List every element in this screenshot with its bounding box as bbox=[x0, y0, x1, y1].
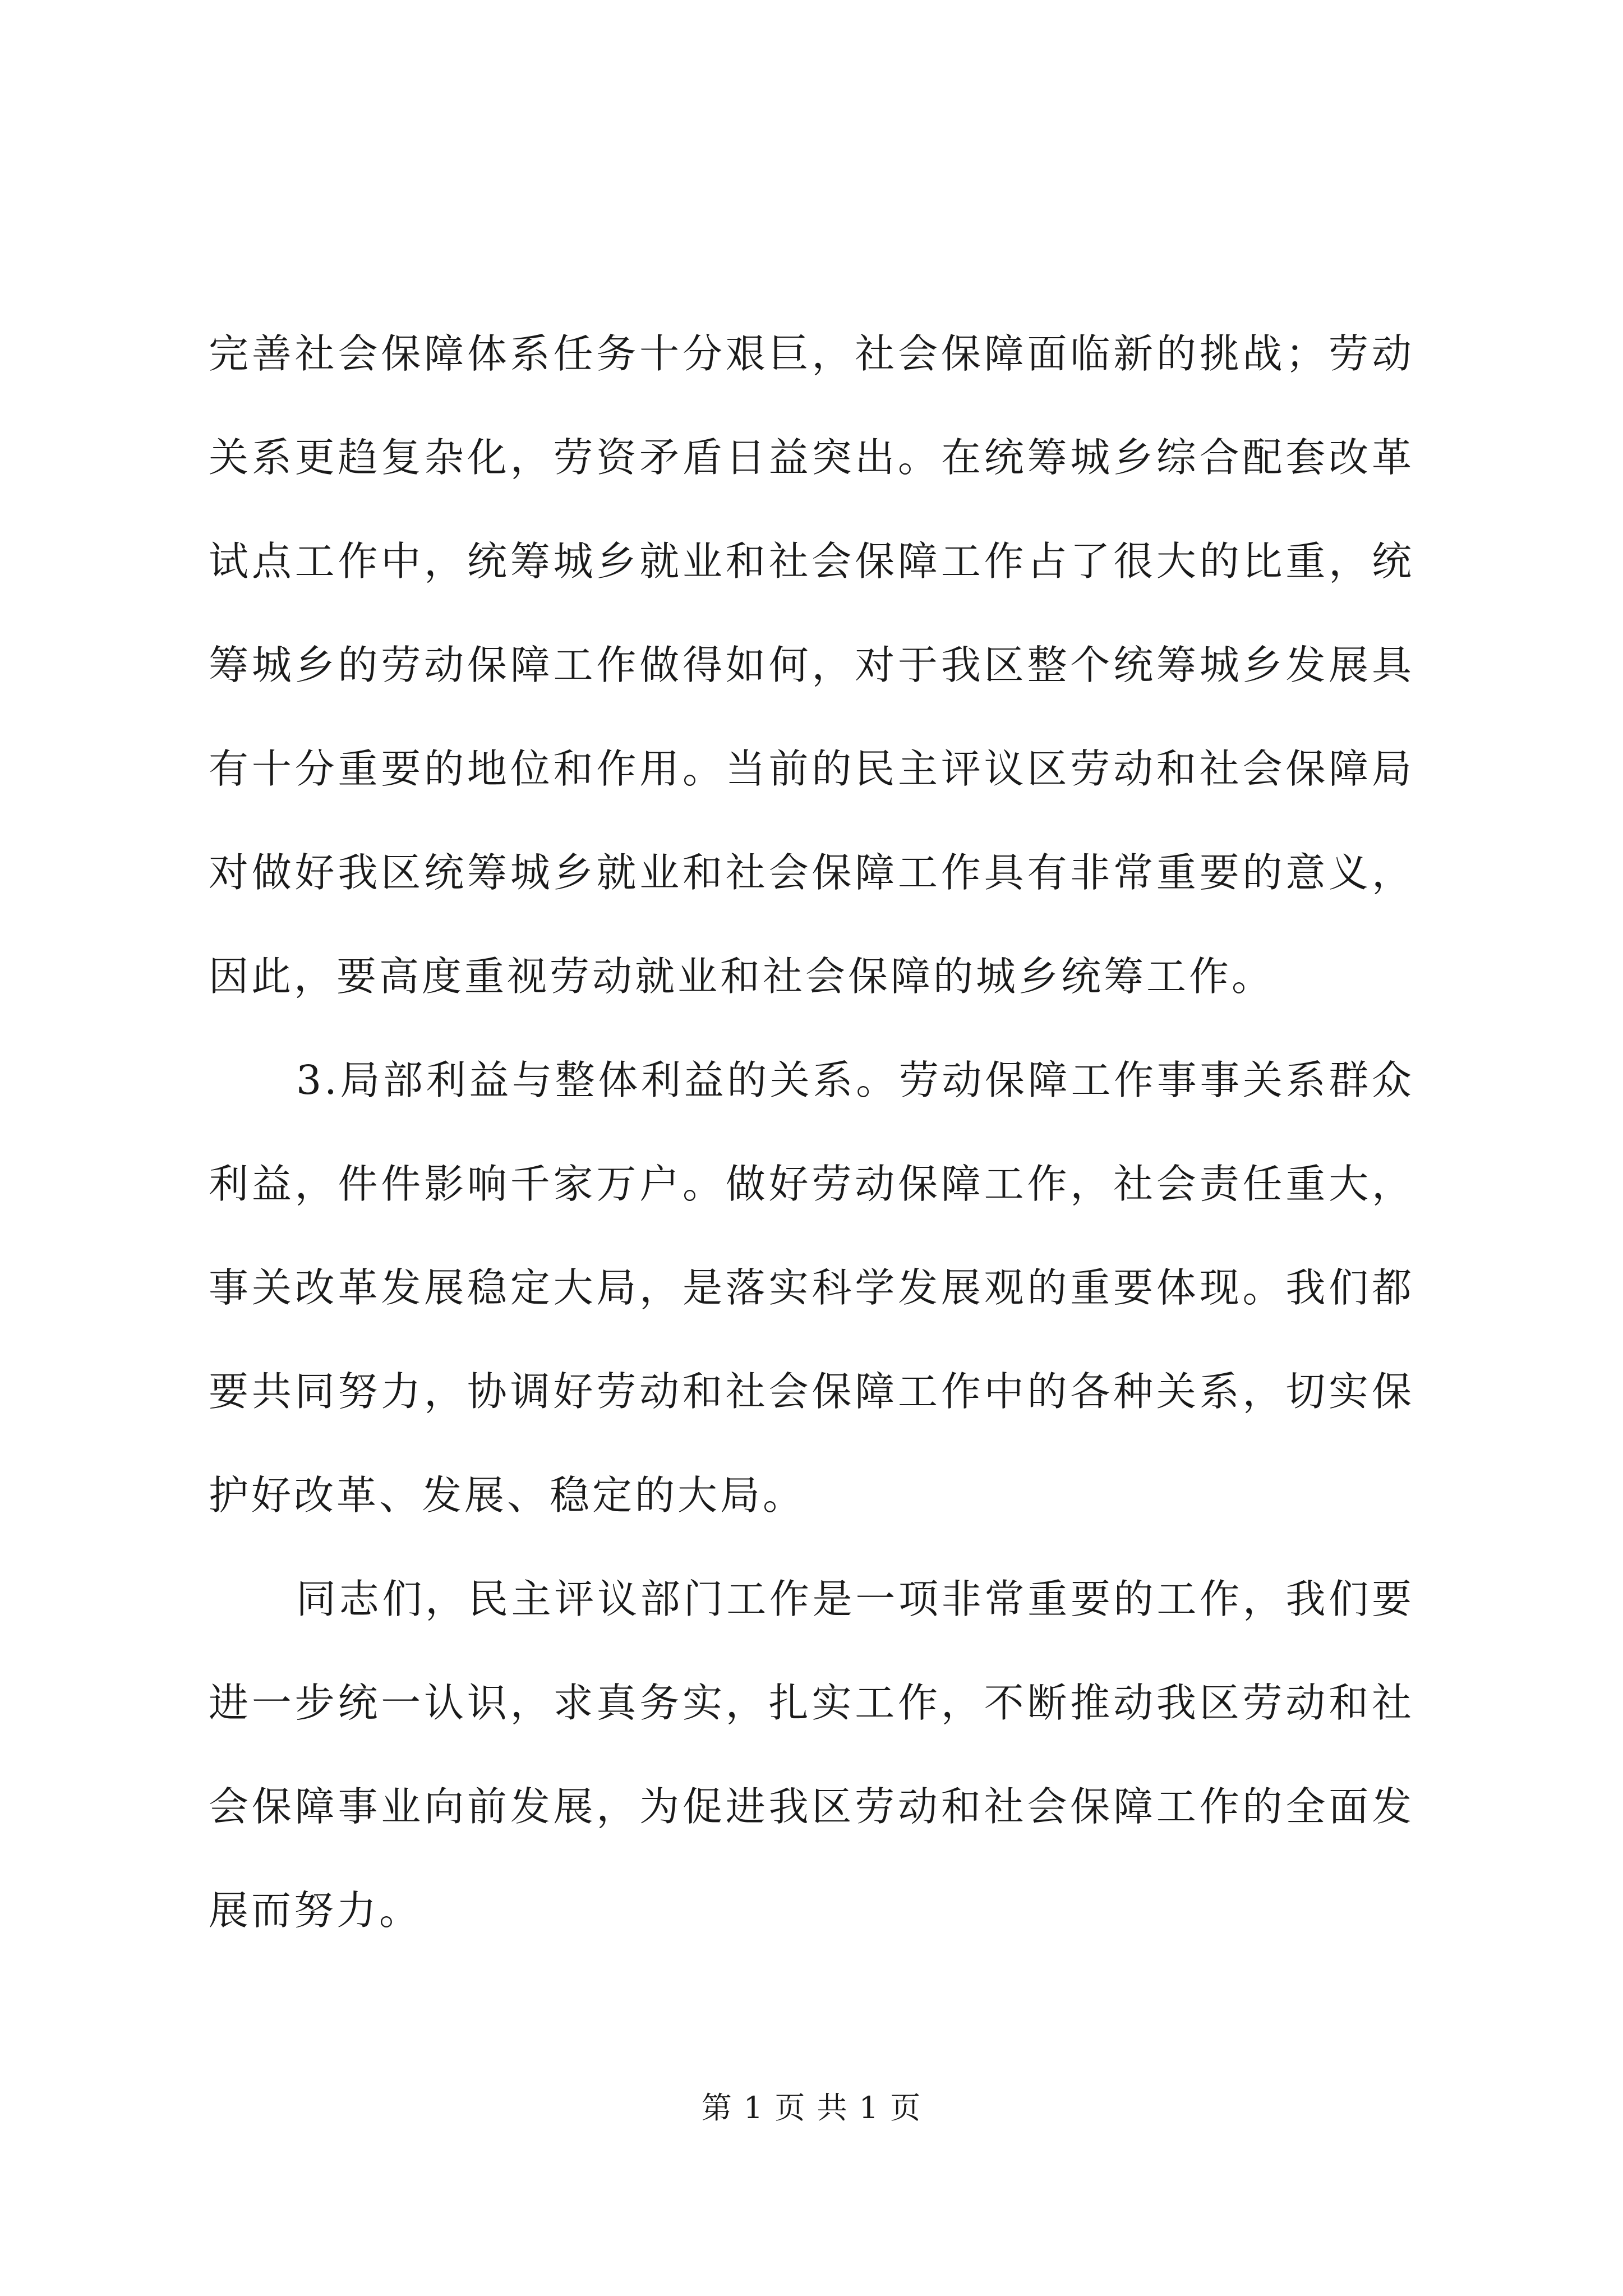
paragraph-2: 3.局部利益与整体利益的关系。劳动保障工作事事关系群众利益，件件影响千家万户。做好劳动保障工作，社会责任重大，事关改革发展稳定大局，是落实科学发展观的重要体现。我们都要共同努力，协调好劳动和社会保障工作中的各种关系，切实保护好改革、发展、稳定的大局。 bbox=[209, 1057, 1414, 1519]
page-footer: 第 1 页 共 1 页 bbox=[701, 2090, 922, 2125]
paragraph-3: 同志们，民主评议部门工作是一项非常重要的工作，我们要进一步统一认识，求真务实，扎实工作，不断推动我区劳动和社会保障事业向前发展，为促进我区劳动和社会保障工作的全面发展而努力。 bbox=[209, 1576, 1414, 1934]
document-body bbox=[209, 302, 1414, 1962]
paragraph-1: 完善社会保障体系任务十分艰巨，社会保障面临新的挑战；劳动关系更趋复杂化，劳资矛盾日益突出。在统筹城乡综合配套改革试点工作中，统筹城乡就业和社会保障工作占了很大的比重，统筹城乡的劳动保障工作做得如何，对于我区整个统筹城乡发展具有十分重要的地位和作用。当前的民主评议区劳动和社会保障局对做好我区统筹城乡就业和社会保障工作具有非常重要的意义，因此，要高度重视劳动就业和社会保障的城乡统筹工作。 bbox=[209, 330, 1414, 1000]
